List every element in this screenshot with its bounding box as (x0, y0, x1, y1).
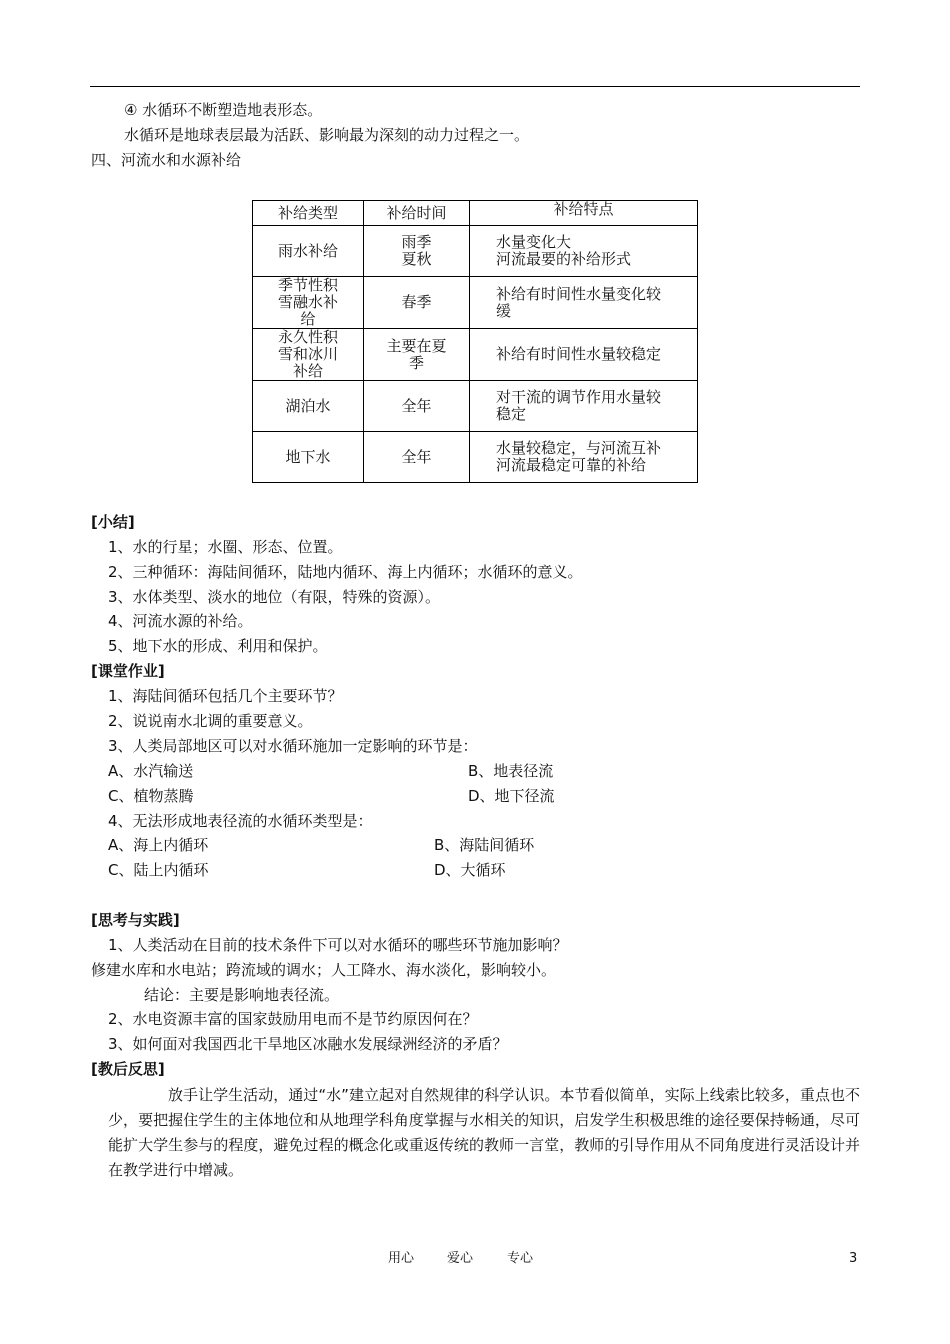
summary-item: 5、地下水的形成、利用和保护。 (108, 637, 328, 655)
summary-item: 3、水体类型、淡水的地位（有限，特殊的资源）。 (108, 588, 441, 606)
header-rule (90, 86, 860, 87)
table-cell-type: 地下水 (253, 432, 364, 483)
option-c: C、植物蒸腾 (108, 787, 194, 805)
table-header-row (253, 201, 698, 226)
section-4-heading: 四、河流水和水源补给 (91, 151, 242, 169)
table-row (253, 277, 698, 329)
homework-question: 1、海陆间循环包括几个主要环节？ (108, 687, 343, 705)
table-row (253, 329, 698, 381)
table-cell-type: 湖泊水 (253, 381, 364, 432)
page-number: 3 (849, 1251, 858, 1266)
footer-motto-3: 专心 (507, 1251, 534, 1266)
option-d: D、大循环 (434, 861, 506, 879)
table-cell-type: 永久性积 雪和冰川 补给 (253, 329, 364, 381)
intro-line-2: 水循环是地球表层最为活跃、影响最为深刻的动力过程之一。 (124, 126, 530, 144)
option-a: A、水汽输送 (108, 762, 194, 780)
table-cell-feature: 水量较稳定，与河流互补 河流最稳定可靠的补给 (470, 432, 698, 483)
practice-heading: [思考与实践] (91, 911, 180, 929)
reflection-text: 放手让学生活动，通过“水”建立起对自然规律的科学认识。本节看似简单，实际上线索比较多，重点也不少，要把握住学生的主体地位和从地理学科角度掌握与水相关的知识，启发学生积极思维的途径要保持畅通，尽可能扩大学生参与的程度，避免过程的概念化或重返传统的教师一言堂，教师的引导作用从不同角度进行灵活设计并在教学进行中增减。 (108, 1086, 860, 1179)
table-header-cell: 补给特点 (470, 201, 698, 226)
summary-item: 4、河流水源的补给。 (108, 612, 253, 630)
table-cell-time: 主要在夏 季 (364, 329, 470, 381)
water-supply-table (252, 200, 698, 483)
option-b: B、地表径流 (468, 762, 554, 780)
table-cell-feature: 对干流的调节作用水量较 稳定 (470, 381, 698, 432)
homework-question: 4、无法形成地表径流的水循环类型是： (108, 812, 373, 830)
table-cell-feature: 补给有时间性水量较稳定 (470, 329, 698, 381)
practice-question: 3、如何面对我国西北干旱地区冰融水发展绿洲经济的矛盾？ (108, 1035, 508, 1053)
table-row (253, 432, 698, 483)
summary-item: 2、三种循环：海陆间循环，陆地内循环、海上内循环；水循环的意义。 (108, 563, 583, 581)
table-cell-feature: 补给有时间性水量变化较 缓 (470, 277, 698, 329)
table-cell-time: 全年 (364, 381, 470, 432)
practice-answer: 修建水库和水电站；跨流域的调水；人工降水、海水淡化，影响较小。 (91, 961, 557, 979)
practice-conclusion: 结论：主要是影响地表径流。 (144, 986, 340, 1004)
table-header-cell: 补给时间 (364, 201, 470, 226)
table-cell-type: 季节性积 雪融水补 给 (253, 277, 364, 329)
intro-line-1: ④ 水循环不断塑造地表形态。 (124, 101, 323, 119)
practice-question: 2、水电资源丰富的国家鼓励用电而不是节约原因何在？ (108, 1010, 478, 1028)
option-b: B、海陆间循环 (434, 836, 535, 854)
reflection-heading: [教后反思] (91, 1060, 165, 1078)
option-a: A、海上内循环 (108, 836, 209, 854)
footer-motto-1: 用心 (388, 1251, 415, 1266)
table-header-cell: 补给类型 (253, 201, 364, 226)
table-cell-time: 雨季 夏秋 (364, 226, 470, 277)
table-row (253, 226, 698, 277)
practice-question: 1、人类活动在目前的技术条件下可以对水循环的哪些环节施加影响？ (108, 936, 568, 954)
homework-question: 2、说说南水北调的重要意义。 (108, 712, 313, 730)
table-row (253, 381, 698, 432)
option-d: D、地下径流 (468, 787, 555, 805)
table-cell-time: 全年 (364, 432, 470, 483)
option-c: C、陆上内循环 (108, 861, 209, 879)
summary-item: 1、水的行星；水圈、形态、位置。 (108, 538, 343, 556)
footer-motto-2: 爱心 (447, 1251, 474, 1266)
table-cell-time: 春季 (364, 277, 470, 329)
homework-question: 3、人类局部地区可以对水循环施加一定影响的环节是： (108, 737, 478, 755)
table-cell-feature: 水量变化大 河流最要的补给形式 (470, 226, 698, 277)
reflection-paragraph (108, 1083, 860, 1183)
homework-heading: [课堂作业] (91, 662, 165, 680)
table-cell-type: 雨水补给 (253, 226, 364, 277)
summary-heading: [小结] (91, 513, 135, 531)
